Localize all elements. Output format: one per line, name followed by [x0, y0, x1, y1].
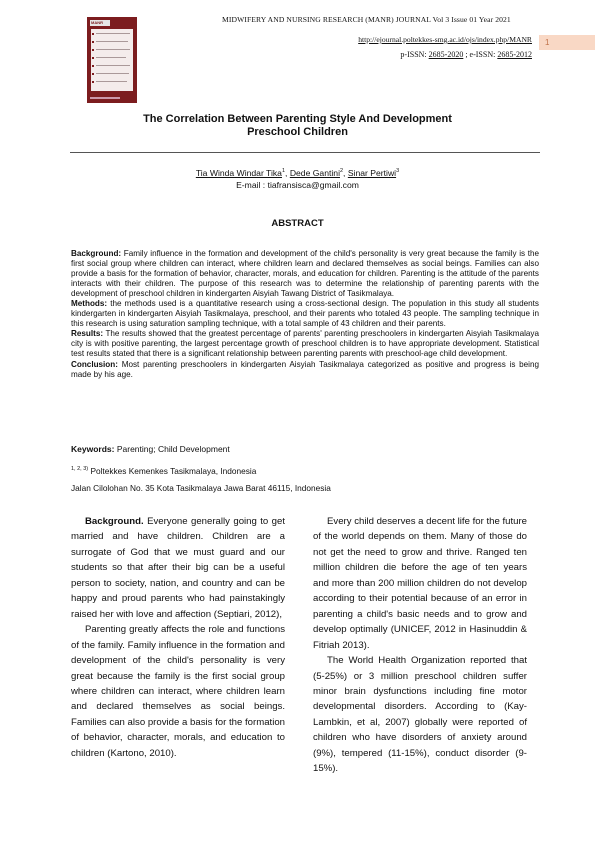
author-list	[0, 168, 595, 178]
cover-bullet	[92, 81, 94, 83]
keywords-label: Keywords:	[71, 444, 115, 454]
affiliation-address: Jalan Cilolohan No. 35 Kota Tasikmalaya Jawa Barat 46115, Indonesia	[71, 483, 331, 493]
cover-bullet	[92, 33, 94, 35]
cover-line	[96, 81, 127, 82]
abstract-methods	[71, 299, 539, 329]
body-paragraph	[71, 514, 285, 622]
cover-footer	[90, 97, 120, 99]
body-left-column	[71, 514, 285, 761]
author-1: Tia Winda Windar Tika	[195, 168, 282, 178]
page-number: 1	[539, 35, 595, 50]
abstract-background	[71, 249, 539, 299]
title-divider	[70, 152, 540, 153]
cover-bullet	[92, 49, 94, 51]
abstract-results-label: Results:	[71, 329, 104, 339]
body-right-column	[313, 514, 527, 777]
affiliation-institution	[71, 466, 256, 476]
paper-title-line1: The Correlation Between Parenting Style And Development	[143, 113, 452, 125]
author-2-sup: 2	[339, 168, 344, 175]
body-text: Everyone generally going to get married and have children. Children are a surrogate of God that we must guard and our students so that after their big can be a useful person to society, nation, and country and can be happy and proud parents who had painstakingly raised her with love and affection (Septiari, 2012),	[71, 516, 285, 620]
abstract-methods-label: Methods:	[71, 299, 108, 309]
author-1-sup: 1	[281, 168, 286, 175]
cover-bullet	[92, 41, 94, 43]
author-email: E-mail : tiafransisca@gmail.com	[236, 180, 359, 190]
background-heading: Background.	[85, 516, 144, 527]
affiliation-name: Poltekkes Kemenkes Tasikmalaya, Indonesia	[90, 466, 257, 476]
body-paragraph: Parenting greatly affects the role and functions of the family. Family influence in the formation and development of the child's personality is very great because the family is the first social group where children can interact, where children learn and declared themselves as social beings. Families can also provide a basis for the formation of behavior, character, morals, and education to children (Kartono, 2010).	[71, 624, 285, 759]
abstract-methods-text: the methods used is a quantitative research using a cross-sectional design. The population in this study all students kindergarten in kindergarten Aisyiah Tasikmalaya, preschool, and their parents who totaled 43 people. The sampling technique in this research is using saturation sampling technique, with a total sample of 43 children and their parents.	[71, 299, 539, 329]
cover-bullet	[92, 73, 94, 75]
abstract-background-text: Family influence in the formation and development of the child's personality is very great because the family is the first social group where children can interact, where children learn and declared themselves as social beings. Families can also provide a basis for the formation of behavior, character, morals, and education for children. Parenting is the attitude of the parents interacts with their children. The purpose of this research was to determine the relationship of parenting parents with the development of preschool children in kindergarten Aisyiah Tawang District of Tasikmalaya.	[71, 249, 539, 299]
abstract-body	[71, 249, 539, 380]
issn-separator: ; e-ISSN:	[463, 50, 498, 59]
cover-line	[96, 57, 126, 58]
paper-title-line2: Preschool Children	[247, 126, 348, 138]
issn-line	[400, 50, 532, 59]
author-separator: ,	[285, 168, 290, 178]
cover-line	[96, 41, 128, 42]
abstract-conclusion	[71, 360, 539, 380]
author-separator: ,	[343, 168, 348, 178]
keywords	[71, 444, 230, 454]
journal-logo-text: MANR	[91, 20, 103, 25]
body-paragraph: Every child deserves a decent life for the future of the world depends on them. Many of those do not get the need to grow and thrive. Ranged ten million children die before the age of ten years and more than 200 million children do not develop according to their potential because of an error in parenting a child's basic needs and to grow and develop optimally (UNICEF, 2012 in Hasinuddin & Fitriah 2013).	[313, 516, 527, 651]
cover-bullet	[92, 65, 94, 67]
abstract-background-label: Background:	[71, 249, 122, 258]
cover-line	[96, 73, 129, 74]
journal-cover-thumbnail	[87, 17, 137, 103]
author-3-sup: 3	[396, 168, 400, 175]
abstract-conclusion-label: Conclusion:	[71, 359, 118, 369]
issn-print-label: p-ISSN:	[400, 50, 429, 59]
cover-bullet	[92, 57, 94, 59]
cover-line	[96, 49, 130, 50]
abstract-results-text: The results showed that the greatest percentage of parents' parenting preschoolers in kindergarten Aisyiah Tasikmalaya city is with positive parenting, the largest percentage growth of preschool children is to have appropriate development. Statistical test results stated that there is a significant relationship between parenting parents with preschool-age child development.	[71, 329, 539, 359]
issn-print-link[interactable]: 2685-2020	[428, 50, 464, 59]
issn-electronic-link[interactable]: 2685-2012	[497, 50, 532, 59]
author-3: Sinar Pertiwi	[347, 168, 397, 178]
abstract-results	[71, 329, 539, 359]
author-2: Dede Gantini	[289, 168, 340, 178]
abstract-heading: ABSTRACT	[271, 218, 324, 229]
journal-header: MIDWIFERY AND NURSING RESEARCH (MANR) JOURNAL Vol 3 Issue 01 Year 2021	[222, 15, 511, 24]
cover-line	[96, 33, 130, 34]
abstract-conclusion-text: Most parenting preschoolers in kindergarten Aisyiah Tasikmalaya categorized as positive and progress is being made by his age.	[71, 359, 539, 379]
affiliation-sup: 1, 2, 3)	[71, 466, 89, 473]
cover-line	[96, 65, 130, 66]
body-paragraph: The World Health Organization reported that (5-25%) or 3 million preschool children suffer minor brain dysfunctions including fine motor developmental disorders. According to (Kay-Lambkin, et al, 2007) globally were reported of children who have disorders of anxiety around (9%), tempered (11-15%), conduct disorder (9-15%).	[313, 655, 527, 775]
keywords-value: Parenting; Child Development	[116, 444, 230, 454]
journal-url-link[interactable]: http://ejournal.poltekkes-smg.ac.id/ojs/index.php/MANR	[358, 35, 532, 44]
